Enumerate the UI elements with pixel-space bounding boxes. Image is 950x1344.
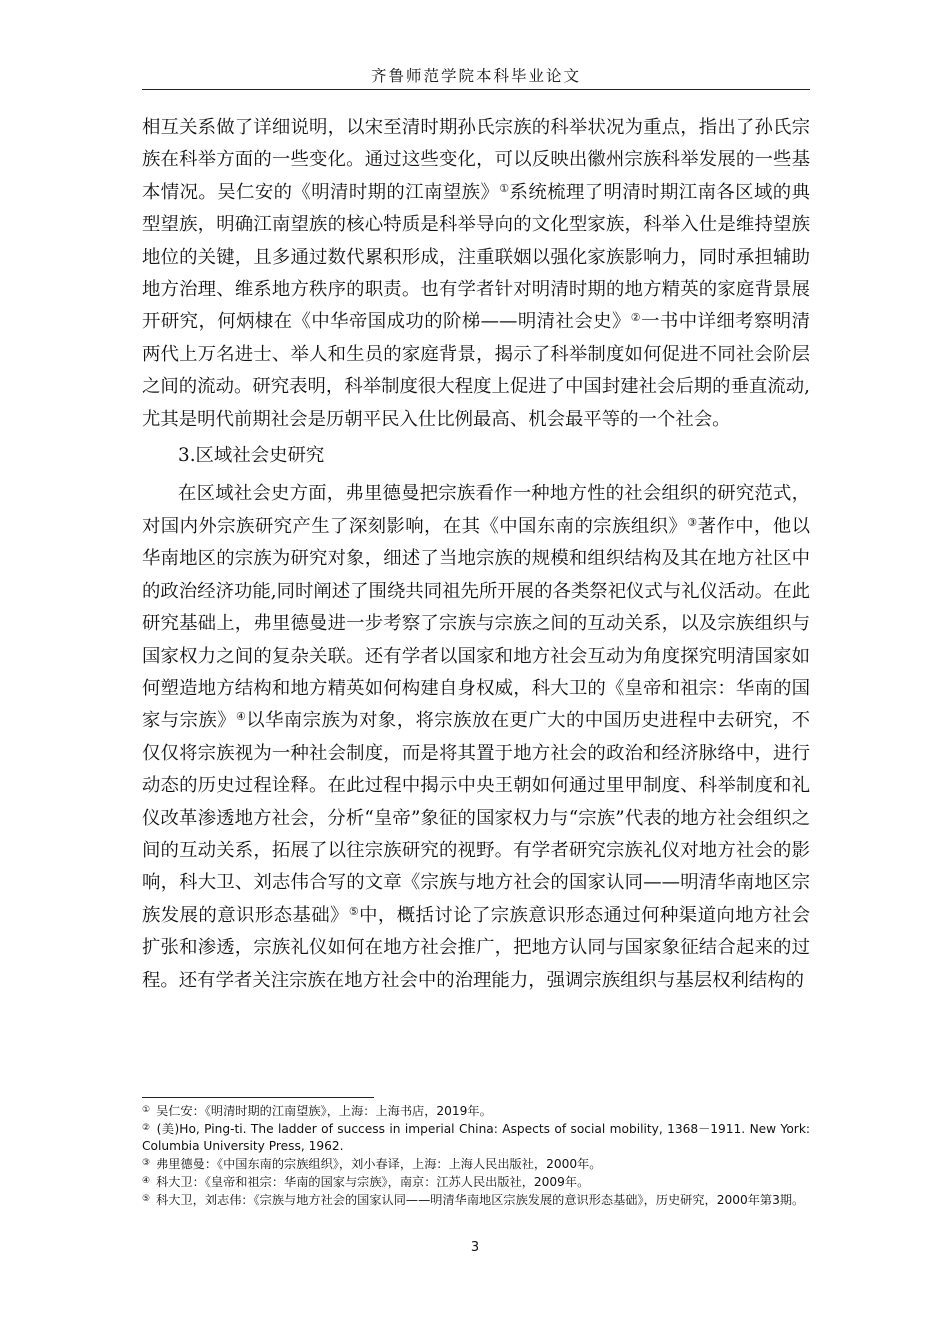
paragraph-2-text-1: 在区域社会史方面，弗里德曼把宗族看作一种地方性的社会组织的研究范式，对国内外宗族研究产生了深刻影响，在其《中国东南的宗族组织》 <box>142 483 810 537</box>
footnote-separator <box>142 1097 374 1098</box>
footnote-item <box>142 1102 810 1120</box>
footnote-ref-4[interactable]: ④ <box>236 710 247 724</box>
footnote-item <box>142 1155 810 1173</box>
paragraph-1-text-3: 一书中详细考察明清两代上万名进士、举人和生员的家庭背景，揭示了科举制度如何促进不同社会阶层之间的流动。研究表明，科举制度很大程度上促进了中国封建社会后期的垂直流动,尤其是明代前期社会是历朝平民入仕比例最高、机会最平等的一个社会。 <box>142 311 810 430</box>
footnote-text: 弗里德曼：《中国东南的宗族组织》，刘小春译，上海：上海人民出版社，2000年。 <box>156 1157 602 1171</box>
footnote-text: (美)Ho, Ping-ti. The ladder of success in imperial China: Aspects of social mobility, 1368－1911. New York: Columbia University Press, 1962. <box>142 1122 810 1153</box>
footnote-mark: ③ <box>142 1158 151 1168</box>
footnote-mark: ② <box>142 1123 151 1133</box>
paragraph-1-text-2: 系统梳理了明清时期江南各区域的典型望族，明确江南望族的核心特质是科举导向的文化型家族，科举入仕是维持望族地位的关键，且多通过数代累积形成，注重联姻以强化家族影响力，同时承担辅助地方治理、维系地方秩序的职责。也有学者针对明清时期的地方精英的家庭背景展开研究，何炳棣在《中华帝国成功的阶梯——明清社会史》 <box>142 181 810 333</box>
footnote-item <box>142 1173 810 1191</box>
main-text <box>142 112 810 997</box>
footnote-mark: ⑤ <box>142 1194 151 1204</box>
footnote-ref-1[interactable]: ① <box>499 181 510 195</box>
paragraph-2-text-2: 著作中，他以华南地区的宗族为研究对象，细述了当地宗族的规模和组织结构及其在地方社区中的政治经济功能,同时阐述了围绕共同祖先所开展的各类祭祀仪式与礼仪活动。在此研究基础上，弗里德曼进一步考察了宗族与宗族之间的互动关系，以及宗族组织与国家权力之间的复杂关联。还有学者以国家和地方社会互动为角度探究明清国家如何塑造地方结构和地方精英如何构建自身权威，科大卫的《皇帝和祖宗：华南的国家与宗族》 <box>142 515 810 732</box>
footnote-mark: ④ <box>142 1176 151 1186</box>
section-heading: 3.区域社会史研究 <box>178 445 325 467</box>
paragraph-2-text-3: 以华南宗族为对象，将宗族放在更广大的中国历史进程中去研究，不仅仅将宗族视为一种社会制度，而是将其置于地方社会的政治和经济脉络中，进行动态的历史过程诠释。在此过程中揭示中央王朝如何通过里甲制度、科举制度和礼仪改革渗透地方社会，分析“皇帝”象征的国家权力与“宗族”代表的地方社会组织之间的互动关系，拓展了以往宗族研究的视野。有学者研究宗族礼仪对地方社会的影响，科大卫、刘志伟合写的文章《宗族与地方社会的国家认同——明清华南地区宗族发展的意识形态基础》 <box>142 710 810 926</box>
footnote-ref-2[interactable]: ② <box>630 311 642 325</box>
page-header-title: 齐鲁师范学院本科毕业论文 <box>370 67 581 85</box>
footnote-text: 科大卫：《皇帝和祖宗：华南的国家与宗族》，南京：江苏人民出版社，2009年。 <box>156 1175 590 1189</box>
footnote-ref-5[interactable]: ⑤ <box>348 904 360 918</box>
paragraph-2-text-4: 中，概括讨论了宗族意识形态通过何种渠道向地方社会扩张和渗透，宗族礼仪如何在地方社会推广，把地方认同与国家象征结合起来的过程。还有学者关注宗族在地方社会中的治理能力，强调宗族组织与基层权利结构的 <box>142 904 810 991</box>
footnotes <box>142 1102 810 1209</box>
paragraph-1 <box>142 112 810 436</box>
paragraph-2 <box>142 478 810 997</box>
footnote-item <box>142 1191 810 1209</box>
header-divider <box>142 89 810 90</box>
footnote-text: 科大卫，刘志伟：《宗族与地方社会的国家认同——明清华南地区宗族发展的意识形态基础》，历史研究，2000年第3期。 <box>156 1193 805 1207</box>
footnote-item <box>142 1120 810 1155</box>
footnote-ref-3[interactable]: ③ <box>687 515 698 529</box>
paragraph-1-text-1: 相互关系做了详细说明，以宋至清时期孙氏宗族的科举状况为重点，指出了孙氏宗族在科举方面的一些变化。通过这些变化，可以反映出徽州宗族科举发展的一些基本情况。吴仁安的《明清时期的江南望族》 <box>142 117 810 203</box>
footnote-text: 吴仁安：《明清时期的江南望族》，上海：上海书店，2019年。 <box>156 1104 492 1118</box>
footnote-mark: ① <box>142 1105 151 1115</box>
page-number: 3 <box>470 1240 480 1255</box>
